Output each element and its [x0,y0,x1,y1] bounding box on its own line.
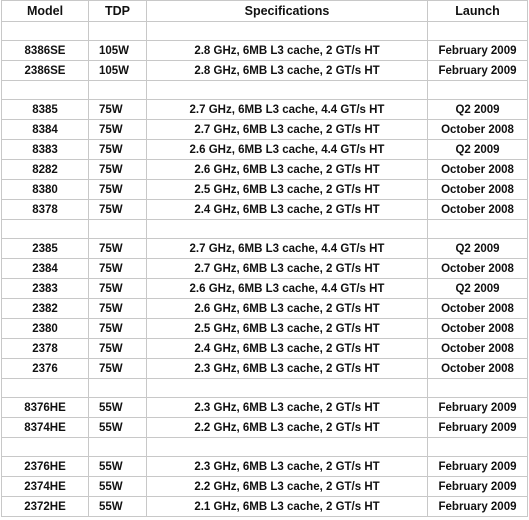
cell-specifications: 2.4 GHz, 6MB L3 cache, 2 GT/s HT [147,339,428,359]
spacer-cell [147,81,428,100]
cell-launch: February 2009 [428,398,528,418]
cell-tdp: 105W [89,41,147,61]
cell-launch: October 2008 [428,319,528,339]
cell-launch: February 2009 [428,41,528,61]
cell-tdp: 55W [89,457,147,477]
cell-specifications: 2.6 GHz, 6MB L3 cache, 4.4 GT/s HT [147,279,428,299]
cell-tdp: 75W [89,299,147,319]
table-row [2,180,528,200]
spacer-cell [147,220,428,239]
cell-tdp: 75W [89,359,147,379]
cell-specifications: 2.8 GHz, 6MB L3 cache, 2 GT/s HT [147,61,428,81]
cell-model: 2383 [2,279,89,299]
cell-model: 8376HE [2,398,89,418]
table-row [2,239,528,259]
cell-launch: October 2008 [428,339,528,359]
cell-model: 8385 [2,100,89,120]
spacer-cell [2,438,89,457]
table-row [2,339,528,359]
header-model: Model [2,1,89,22]
table-row [2,100,528,120]
table-row [2,299,528,319]
spacer-row [2,438,528,457]
cell-model: 8380 [2,180,89,200]
cell-launch: February 2009 [428,477,528,497]
cell-specifications: 2.6 GHz, 6MB L3 cache, 4.4 GT/s HT [147,140,428,160]
header-specifications: Specifications [147,1,428,22]
cell-launch: February 2009 [428,457,528,477]
cell-specifications: 2.3 GHz, 6MB L3 cache, 2 GT/s HT [147,457,428,477]
table-row [2,61,528,81]
cell-model: 2385 [2,239,89,259]
spacer-cell [428,22,528,41]
cell-specifications: 2.7 GHz, 6MB L3 cache, 2 GT/s HT [147,259,428,279]
cell-model: 2380 [2,319,89,339]
cell-tdp: 55W [89,418,147,438]
cell-specifications: 2.7 GHz, 6MB L3 cache, 4.4 GT/s HT [147,100,428,120]
cell-tdp: 75W [89,140,147,160]
cell-model: 2372HE [2,497,89,517]
cell-model: 2378 [2,339,89,359]
cell-specifications: 2.6 GHz, 6MB L3 cache, 2 GT/s HT [147,299,428,319]
spacer-cell [89,220,147,239]
cell-tdp: 75W [89,180,147,200]
table-row [2,418,528,438]
table-row [2,398,528,418]
spacer-cell [147,379,428,398]
cell-tdp: 105W [89,61,147,81]
cell-tdp: 75W [89,200,147,220]
cell-specifications: 2.7 GHz, 6MB L3 cache, 2 GT/s HT [147,120,428,140]
spacer-cell [2,379,89,398]
cell-model: 2376 [2,359,89,379]
table-row [2,259,528,279]
table-row [2,41,528,61]
cell-launch: October 2008 [428,200,528,220]
cell-model: 2386SE [2,61,89,81]
table-row [2,477,528,497]
table-row [2,359,528,379]
spacer-cell [428,438,528,457]
table-row [2,200,528,220]
cell-tdp: 55W [89,497,147,517]
cell-launch: Q2 2009 [428,100,528,120]
header-tdp: TDP [89,1,147,22]
spacer-row [2,220,528,239]
cell-launch: February 2009 [428,418,528,438]
spacer-cell [89,81,147,100]
header-row [2,1,528,22]
cell-tdp: 55W [89,477,147,497]
spacer-row [2,379,528,398]
cell-specifications: 2.6 GHz, 6MB L3 cache, 2 GT/s HT [147,160,428,180]
cell-tdp: 75W [89,319,147,339]
cell-specifications: 2.2 GHz, 6MB L3 cache, 2 GT/s HT [147,418,428,438]
spacer-cell [147,438,428,457]
cell-launch: Q2 2009 [428,140,528,160]
cell-launch: Q2 2009 [428,279,528,299]
spacer-cell [147,22,428,41]
header-launch: Launch [428,1,528,22]
cell-tdp: 75W [89,160,147,180]
cell-specifications: 2.4 GHz, 6MB L3 cache, 2 GT/s HT [147,200,428,220]
spacer-cell [89,379,147,398]
processor-spec-table [1,0,528,517]
cell-specifications: 2.3 GHz, 6MB L3 cache, 2 GT/s HT [147,398,428,418]
table-row [2,279,528,299]
cell-specifications: 2.3 GHz, 6MB L3 cache, 2 GT/s HT [147,359,428,379]
spacer-cell [428,220,528,239]
spacer-row [2,81,528,100]
cell-specifications: 2.5 GHz, 6MB L3 cache, 2 GT/s HT [147,319,428,339]
spacer-cell [89,438,147,457]
cell-specifications: 2.8 GHz, 6MB L3 cache, 2 GT/s HT [147,41,428,61]
cell-specifications: 2.7 GHz, 6MB L3 cache, 4.4 GT/s HT [147,239,428,259]
table-row [2,457,528,477]
cell-launch: October 2008 [428,299,528,319]
cell-tdp: 75W [89,259,147,279]
cell-model: 2384 [2,259,89,279]
table-row [2,120,528,140]
spacer-cell [2,22,89,41]
spacer-cell [428,81,528,100]
cell-model: 8282 [2,160,89,180]
cell-tdp: 75W [89,239,147,259]
cell-launch: February 2009 [428,61,528,81]
spacer-cell [89,22,147,41]
cell-tdp: 75W [89,279,147,299]
cell-launch: October 2008 [428,180,528,200]
cell-tdp: 75W [89,339,147,359]
table-row [2,160,528,180]
cell-specifications: 2.5 GHz, 6MB L3 cache, 2 GT/s HT [147,180,428,200]
cell-specifications: 2.1 GHz, 6MB L3 cache, 2 GT/s HT [147,497,428,517]
cell-launch: October 2008 [428,259,528,279]
cell-launch: February 2009 [428,497,528,517]
cell-model: 2382 [2,299,89,319]
cell-model: 2374HE [2,477,89,497]
cell-launch: Q2 2009 [428,239,528,259]
table-body [2,22,528,517]
cell-tdp: 55W [89,398,147,418]
spacer-row [2,22,528,41]
spacer-cell [428,379,528,398]
cell-model: 8374HE [2,418,89,438]
cell-model: 8384 [2,120,89,140]
cell-launch: October 2008 [428,359,528,379]
cell-model: 2376HE [2,457,89,477]
spacer-cell [2,81,89,100]
cell-launch: October 2008 [428,120,528,140]
cell-launch: October 2008 [428,160,528,180]
table-row [2,497,528,517]
cell-model: 8386SE [2,41,89,61]
table-row [2,319,528,339]
cell-tdp: 75W [89,120,147,140]
spacer-cell [2,220,89,239]
cell-tdp: 75W [89,100,147,120]
cell-specifications: 2.2 GHz, 6MB L3 cache, 2 GT/s HT [147,477,428,497]
cell-model: 8378 [2,200,89,220]
table-row [2,140,528,160]
cell-model: 8383 [2,140,89,160]
